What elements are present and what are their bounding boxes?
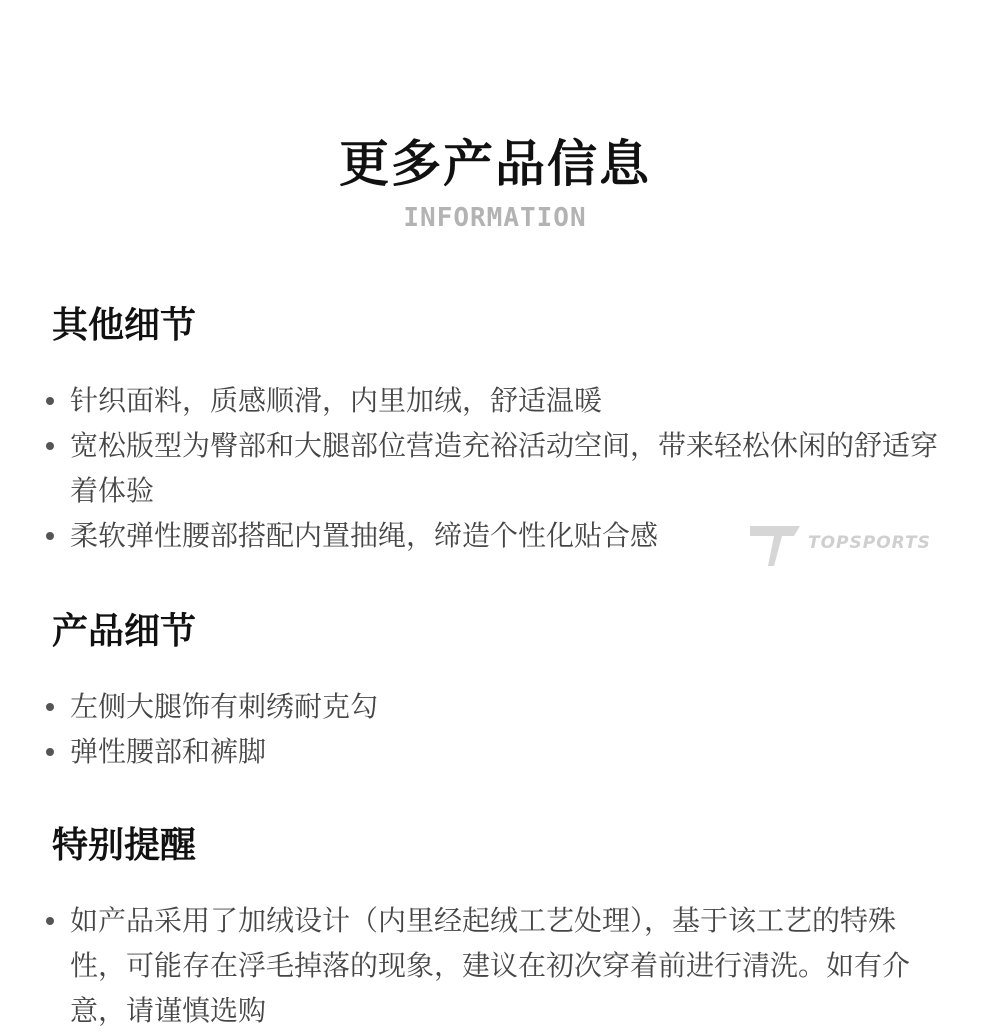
watermark-brand-text: TOPSPORTS bbox=[808, 533, 931, 553]
page-title: 更多产品信息 bbox=[339, 135, 651, 193]
bullet-list-special-reminder bbox=[50, 898, 950, 1033]
section-other-details bbox=[50, 302, 950, 558]
list-item: 左侧大腿饰有刺绣耐克勾 bbox=[50, 684, 940, 729]
page-subtitle: INFORMATION bbox=[403, 203, 587, 233]
section-title-special-reminder: 特别提醒 bbox=[52, 825, 197, 866]
section-title-product-details: 产品细节 bbox=[52, 611, 197, 652]
topsports-logo-icon bbox=[748, 522, 808, 568]
bullet-list-product-details bbox=[50, 684, 950, 774]
section-special-reminder bbox=[50, 822, 950, 1033]
section-product-details bbox=[50, 608, 950, 774]
list-item: 如产品采用了加绒设计（内里经起绒工艺处理），基于该工艺的特殊性，可能存在浮毛掉落的现象，建议在初次穿着前进行清洗。如有介意，请谨慎选购 bbox=[50, 898, 940, 1033]
list-item: 宽松版型为臀部和大腿部位营造充裕活动空间，带来轻松休闲的舒适穿着体验 bbox=[50, 423, 940, 513]
list-item: 柔软弹性腰部搭配内置抽绳，缔造个性化贴合感 bbox=[50, 513, 940, 558]
list-item: 针织面料，质感顺滑，内里加绒，舒适温暖 bbox=[50, 378, 940, 423]
topsports-watermark bbox=[748, 522, 938, 568]
page-heading bbox=[0, 132, 990, 234]
list-item: 弹性腰部和裤脚 bbox=[50, 729, 940, 774]
section-title-other-details: 其他细节 bbox=[52, 305, 197, 346]
